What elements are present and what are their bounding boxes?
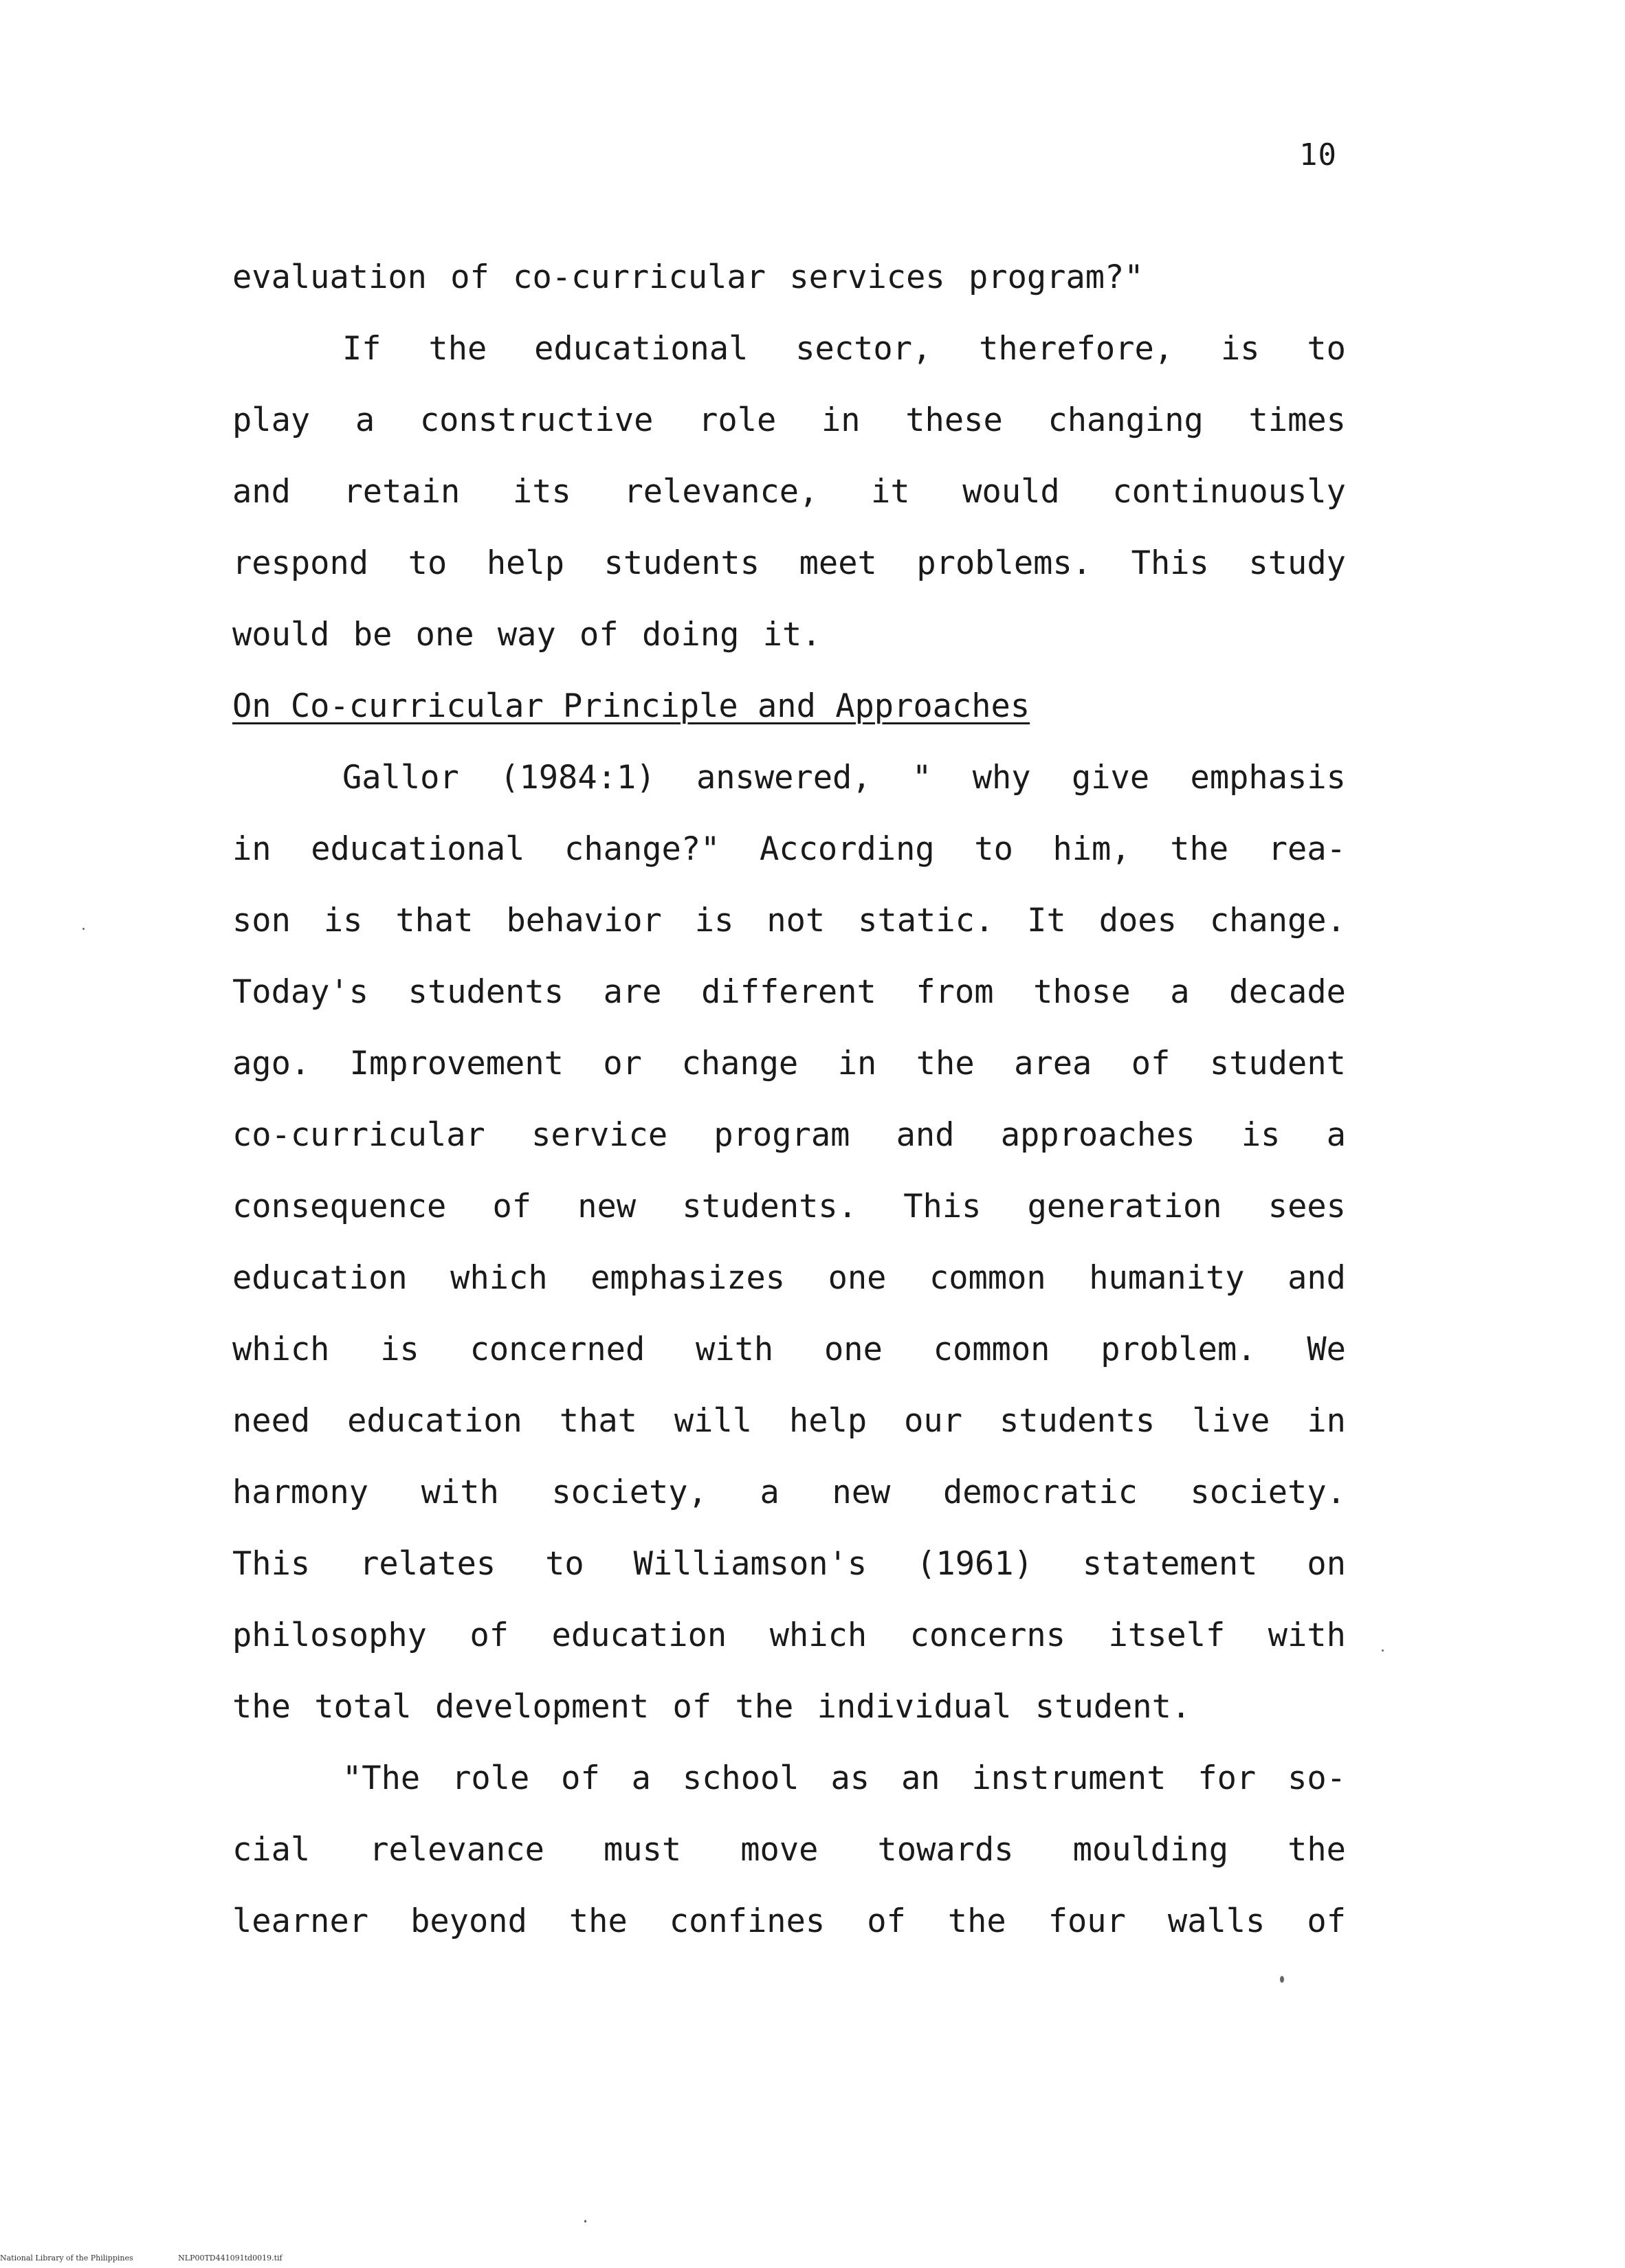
word: area xyxy=(1014,1045,1092,1082)
text-line xyxy=(232,1600,1346,1671)
scan-footer xyxy=(0,2254,325,2263)
word: as xyxy=(830,1759,870,1797)
word: is xyxy=(694,902,734,940)
word: son xyxy=(232,902,291,940)
text-line xyxy=(232,1386,1346,1457)
word: Gallor xyxy=(342,759,459,797)
word: relevance xyxy=(369,1831,544,1869)
word: new xyxy=(577,1188,637,1225)
scan-speck xyxy=(584,2220,586,2223)
word: with xyxy=(421,1474,499,1511)
word: the xyxy=(428,330,487,368)
file-name: NLP00TD441091td0019.tif xyxy=(178,2254,283,2263)
page-number: 10 xyxy=(1299,137,1337,173)
word: to xyxy=(974,830,1013,868)
word: towards xyxy=(877,1831,1014,1869)
word: live xyxy=(1192,1402,1270,1440)
word: in xyxy=(232,830,272,868)
word: service xyxy=(531,1116,668,1154)
text-line xyxy=(232,313,1346,385)
word: meet xyxy=(799,544,877,582)
word: from xyxy=(916,973,994,1011)
word: concerned xyxy=(469,1331,645,1368)
text-line xyxy=(232,456,1346,528)
word: instrument xyxy=(971,1759,1167,1797)
word: those xyxy=(1033,973,1131,1011)
word: concerns xyxy=(909,1616,1066,1654)
text-line xyxy=(232,1243,1346,1314)
word: Improvement xyxy=(349,1045,564,1082)
word: society. xyxy=(1190,1474,1346,1511)
word: services xyxy=(789,258,945,296)
text-line xyxy=(232,814,1346,885)
word: is xyxy=(380,1331,419,1368)
text-line xyxy=(232,742,1346,814)
word: humanity xyxy=(1089,1259,1245,1297)
word: help xyxy=(486,544,565,582)
word: and xyxy=(1287,1259,1346,1297)
word: cial xyxy=(232,1831,311,1869)
word: one xyxy=(828,1259,887,1297)
paragraph-block-2 xyxy=(232,742,1346,1957)
word: student. xyxy=(1035,1688,1191,1726)
text-line xyxy=(232,1671,1346,1743)
word: in xyxy=(821,401,861,439)
word: must xyxy=(603,1831,682,1869)
word: education xyxy=(347,1402,522,1440)
word: co-curricular xyxy=(513,258,766,296)
word: of xyxy=(450,258,489,296)
word: consequence xyxy=(232,1188,447,1225)
word: moulding xyxy=(1072,1831,1228,1869)
word: is xyxy=(323,902,363,940)
word: doing xyxy=(641,616,740,654)
word: rea- xyxy=(1268,830,1346,868)
word: Williamson's xyxy=(633,1545,867,1583)
word: him, xyxy=(1052,830,1131,868)
word: need xyxy=(232,1402,311,1440)
word: a xyxy=(355,401,375,439)
word: and xyxy=(232,473,291,511)
word: which xyxy=(232,1331,330,1368)
word: statement xyxy=(1082,1545,1258,1583)
word: itself xyxy=(1108,1616,1226,1654)
word: one xyxy=(824,1331,883,1368)
word: give xyxy=(1071,759,1150,797)
word: problems. xyxy=(916,544,1092,582)
word: This xyxy=(903,1188,982,1225)
text-line xyxy=(232,242,1346,313)
word: that xyxy=(395,902,474,940)
text-line xyxy=(232,1886,1346,1957)
word: the xyxy=(568,1902,628,1940)
word: role xyxy=(698,401,777,439)
word: why xyxy=(972,759,1031,797)
word: "The xyxy=(342,1759,421,1797)
word: program?" xyxy=(968,258,1144,296)
word: It xyxy=(1027,902,1066,940)
word: According xyxy=(760,830,935,868)
word: which xyxy=(450,1259,548,1297)
word: is xyxy=(1241,1116,1281,1154)
word: change. xyxy=(1209,902,1346,940)
word: a xyxy=(1326,1116,1346,1154)
word: are xyxy=(603,973,662,1011)
word: co-curricular xyxy=(232,1116,485,1154)
word: move xyxy=(740,1831,819,1869)
word: generation xyxy=(1027,1188,1222,1225)
text-line xyxy=(232,1171,1346,1243)
word: these xyxy=(905,401,1003,439)
word: students xyxy=(408,973,564,1011)
scan-speck xyxy=(82,928,85,930)
text-line xyxy=(232,385,1346,456)
word: common xyxy=(929,1259,1046,1297)
word: with xyxy=(696,1331,774,1368)
word: respond xyxy=(232,544,369,582)
word: common xyxy=(933,1331,1050,1368)
word: would xyxy=(232,616,330,654)
text-line xyxy=(232,1814,1346,1886)
word: one xyxy=(415,616,474,654)
word: learner xyxy=(232,1902,369,1940)
word: philosophy xyxy=(232,1616,427,1654)
word: relevance, xyxy=(623,473,819,511)
word: behavior xyxy=(506,902,662,940)
word: student xyxy=(1209,1045,1346,1082)
word: ago. xyxy=(232,1045,311,1082)
word: approaches xyxy=(1000,1116,1195,1154)
word: to xyxy=(545,1545,584,1583)
word: of xyxy=(672,1688,712,1726)
word: play xyxy=(232,401,311,439)
word: If xyxy=(342,330,382,368)
word: so- xyxy=(1287,1759,1346,1797)
word: of xyxy=(561,1759,600,1797)
word: times xyxy=(1248,401,1346,439)
word: a xyxy=(1170,973,1190,1011)
text-line xyxy=(232,1528,1346,1600)
word: change?" xyxy=(564,830,720,868)
word: or xyxy=(603,1045,642,1082)
word: sector, xyxy=(795,330,932,368)
word: not xyxy=(766,902,826,940)
word: our xyxy=(904,1402,962,1440)
word: the xyxy=(1170,830,1229,868)
word: democratic xyxy=(942,1474,1138,1511)
word: it xyxy=(871,473,910,511)
word: that xyxy=(559,1402,637,1440)
word: different xyxy=(701,973,876,1011)
word: a xyxy=(760,1474,780,1511)
word: the xyxy=(947,1902,1006,1940)
word: educational xyxy=(534,330,749,368)
word: total xyxy=(314,1688,412,1726)
word: way xyxy=(497,616,556,654)
word: and xyxy=(896,1116,955,1154)
word: relates xyxy=(360,1545,496,1583)
word: role xyxy=(452,1759,530,1797)
word: in xyxy=(837,1045,877,1082)
word: This xyxy=(1131,544,1209,582)
scan-speck xyxy=(1382,1649,1384,1652)
word: of xyxy=(1131,1045,1171,1082)
word: educational xyxy=(311,830,525,868)
word: in xyxy=(1307,1402,1346,1440)
text-line xyxy=(232,1743,1346,1814)
text-line xyxy=(232,1100,1346,1171)
word: of xyxy=(469,1616,509,1654)
word: it. xyxy=(762,616,821,654)
word: sees xyxy=(1268,1188,1346,1225)
word: " xyxy=(912,759,932,797)
word: development xyxy=(434,1688,650,1726)
word: the xyxy=(735,1688,794,1726)
word: (1984:1) xyxy=(500,759,656,797)
word: static. xyxy=(858,902,995,940)
word: evaluation xyxy=(232,258,427,296)
word: education xyxy=(232,1259,408,1297)
word: beyond xyxy=(410,1902,527,1940)
text-line xyxy=(232,1457,1346,1528)
word: is xyxy=(1220,330,1260,368)
word: confines xyxy=(669,1902,826,1940)
word: emphasizes xyxy=(590,1259,786,1297)
text-line xyxy=(232,1028,1346,1100)
paragraph-block-1 xyxy=(232,242,1346,671)
text-line xyxy=(232,528,1346,599)
word: of xyxy=(492,1188,532,1225)
word: which xyxy=(769,1616,867,1654)
word: does xyxy=(1098,902,1177,940)
document-body xyxy=(232,242,1346,1957)
word: emphasis xyxy=(1190,759,1346,797)
word: study xyxy=(1248,544,1346,582)
word: an xyxy=(900,1759,940,1797)
word: changing xyxy=(1048,401,1204,439)
word: will xyxy=(674,1402,753,1440)
word: We xyxy=(1307,1331,1346,1368)
word: its xyxy=(512,473,571,511)
word: problem. xyxy=(1101,1331,1257,1368)
word: school xyxy=(682,1759,799,1797)
word: society, xyxy=(551,1474,707,1511)
word: to xyxy=(408,544,447,582)
word: decade xyxy=(1229,973,1346,1011)
text-line xyxy=(232,957,1346,1028)
text-line xyxy=(232,1314,1346,1386)
word: answered, xyxy=(696,759,872,797)
word: students xyxy=(604,544,760,582)
word: walls xyxy=(1167,1902,1265,1940)
word: be xyxy=(353,616,393,654)
word: a xyxy=(631,1759,651,1797)
word: four xyxy=(1048,1902,1126,1940)
word: Today's xyxy=(232,973,369,1011)
word: to xyxy=(1307,330,1346,368)
section-heading: On Co-curricular Principle and Approaches xyxy=(232,687,1030,725)
word: with xyxy=(1268,1616,1346,1654)
word: change xyxy=(681,1045,799,1082)
word: individual xyxy=(817,1688,1012,1726)
word: therefore, xyxy=(979,330,1174,368)
word: of xyxy=(579,616,619,654)
word: students. xyxy=(682,1188,858,1225)
word: students xyxy=(999,1402,1156,1440)
word: on xyxy=(1307,1545,1346,1583)
word: constructive xyxy=(419,401,654,439)
word: (1961) xyxy=(916,1545,1033,1583)
word: of xyxy=(1307,1902,1346,1940)
scan-speck xyxy=(1280,1976,1284,1983)
word: continuously xyxy=(1112,473,1346,511)
word: for xyxy=(1197,1759,1257,1797)
text-line xyxy=(232,599,1346,671)
word: help xyxy=(788,1402,867,1440)
word: the xyxy=(916,1045,975,1082)
library-credit: National Library of the Philippines xyxy=(0,2254,133,2263)
word: would xyxy=(962,473,1060,511)
text-line xyxy=(232,885,1346,957)
word: the xyxy=(1287,1831,1346,1869)
word: education xyxy=(551,1616,727,1654)
word: retain xyxy=(343,473,461,511)
word: program xyxy=(714,1116,850,1154)
word: harmony xyxy=(232,1474,369,1511)
word: This xyxy=(232,1545,311,1583)
word: the xyxy=(232,1688,291,1726)
word: of xyxy=(867,1902,906,1940)
word: new xyxy=(832,1474,891,1511)
